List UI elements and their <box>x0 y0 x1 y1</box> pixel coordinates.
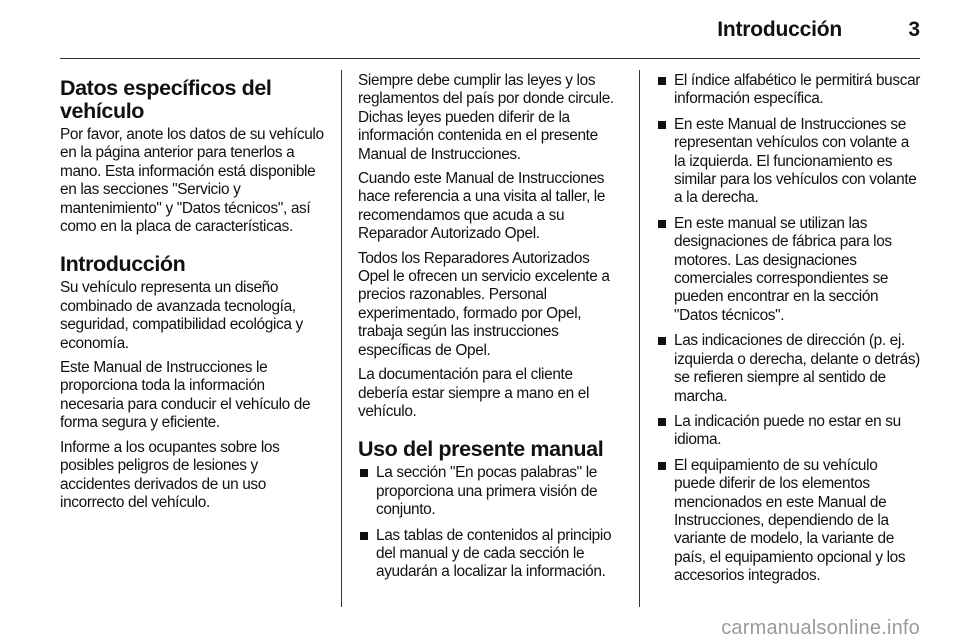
paragraph: Todos los Reparadores Autorizados Opel le ofrecen un servicio excelente a precios razonables. Personal experimentado, formado por Opel, trabaja según las instrucciones específicas de Opel. <box>358 249 610 359</box>
list-item <box>656 116 922 208</box>
list-item <box>656 72 922 109</box>
list-item <box>358 527 624 582</box>
list-item <box>358 464 624 519</box>
list-item <box>656 332 922 406</box>
column-divider-2 <box>639 70 640 607</box>
list-item-text: El equipamiento de su vehículo puede diferir de los elementos mencionados en este Manual de Instrucciones, dependiendo de la variante de modelo, la variante de país, el equipamiento opcional y los accesorios integrados. <box>674 456 906 585</box>
paragraph: Informe a los ocupantes sobre los posibles peligros de lesiones y accidentes derivados de un uso incorrecto del vehículo. <box>60 438 280 511</box>
chapter-title: Introducción <box>717 18 842 41</box>
square-bullet-icon <box>658 462 666 470</box>
list-item-text: El índice alfabético le permitirá buscar información específica. <box>674 72 921 108</box>
column-1 <box>60 72 326 518</box>
paragraph: Siempre debe cumplir las leyes y los reglamentos del país por donde circule. Dichas leyes pueden diferir de la información contenida en el presente Manual de Instrucciones. <box>358 72 614 163</box>
bullet-list <box>358 464 624 581</box>
paragraph: Este Manual de Instrucciones le proporciona toda la información necesaria para conducir el vehículo de forma segura y eficiente. <box>60 359 311 432</box>
square-bullet-icon <box>658 337 666 345</box>
page-header <box>0 0 960 60</box>
section-heading-vehicle-data: Datos específicos del vehículo <box>60 76 272 123</box>
square-bullet-icon <box>658 418 666 426</box>
list-item-text: Las indicaciones de dirección (p. ej. izquierda o derecha, delante o detrás) se refieren siempre al sentido de marcha. <box>674 332 920 405</box>
square-bullet-icon <box>658 121 666 129</box>
list-item-text: La indicación puede no estar en su idioma. <box>674 412 901 449</box>
paragraph: La documentación para el cliente debería estar siempre a mano en el vehículo. <box>358 366 590 420</box>
list-item-text: La sección "En pocas palabras" le proporciona una primera visión de conjunto. <box>376 464 598 519</box>
square-bullet-icon <box>658 77 666 85</box>
square-bullet-icon <box>360 532 368 540</box>
watermark-text: carmanualsonline.info <box>721 617 920 639</box>
list-item-text: En este manual se utilizan las designaciones de fábrica para los motores. Las designaciones comerciales correspondientes se pueden encontrar en la sección "Datos técnicos". <box>674 214 892 324</box>
list-item-text: En este Manual de Instrucciones se representan vehículos con volante a la izquierda. El funcionamiento es similar para los vehículos con volante a la derecha. <box>674 115 917 207</box>
column-divider-1 <box>341 70 342 607</box>
column-3 <box>656 72 922 593</box>
paragraph: Cuando este Manual de Instrucciones hace referencia a una visita al taller, le recomendamos que acuda a su Reparador Autorizado Opel. <box>358 170 606 243</box>
column-2 <box>358 72 624 589</box>
square-bullet-icon <box>360 469 368 477</box>
section-heading-introduction: Introducción <box>60 252 186 277</box>
list-item <box>656 215 922 325</box>
section-heading-manual-use: Uso del presente manual <box>358 437 604 462</box>
square-bullet-icon <box>658 220 666 228</box>
list-item <box>656 413 922 450</box>
list-item <box>656 457 922 586</box>
header-divider <box>60 58 920 59</box>
list-item-text: Las tablas de contenidos al principio del manual y de cada sección le ayudarán a localizar la información. <box>376 526 612 581</box>
bullet-list <box>656 72 922 586</box>
page-number: 3 <box>908 18 920 41</box>
paragraph: Su vehículo representa un diseño combinado de avanzada tecnología, seguridad, compatibilidad ecológica y economía. <box>60 279 303 352</box>
paragraph: Por favor, anote los datos de su vehículo en la página anterior para tenerlos a mano. Esta información está disponible en las secciones "Servicio y mantenimiento" y "Datos técnicos", así como en la placa de características. <box>60 126 324 236</box>
